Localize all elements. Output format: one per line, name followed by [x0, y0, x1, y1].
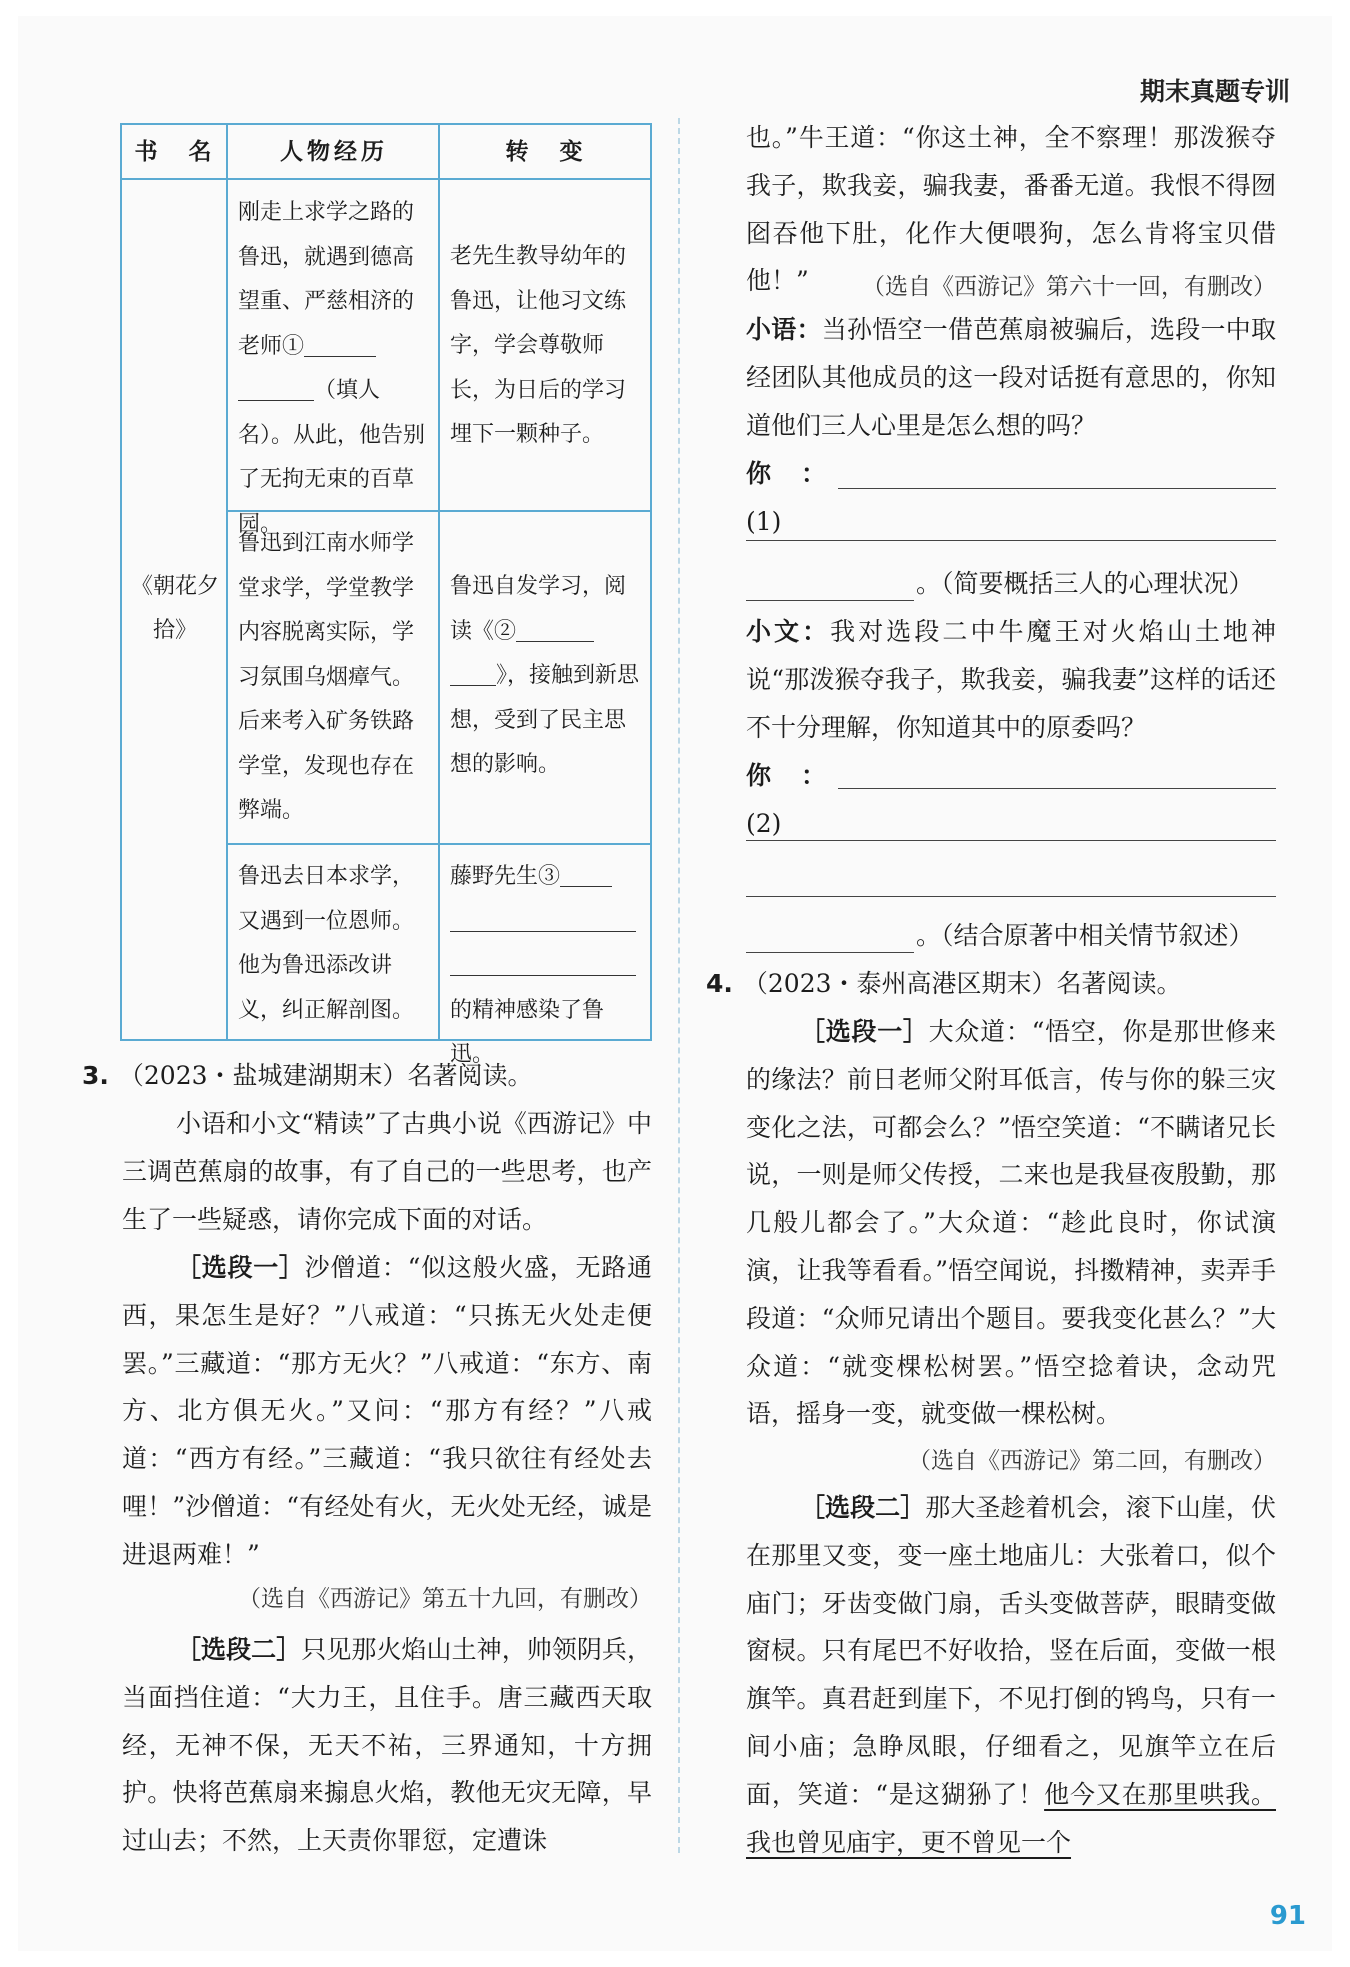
table-row2-experience: 鲁迅到江南水师学堂求学，学堂教学内容脱离实际，学习氛围乌烟瘴气。后来考入矿务铁路学堂，发现也存在弊端。: [238, 531, 415, 823]
table-row3-change: 藤野先生③ 的精神感染了鲁迅。: [450, 855, 642, 1078]
q3-selection-2-continued: 也。”牛王道：“你这土神，全不察理！那泼猴夺我子，欺我妾，骗我妻，番番无道。我恨不得囫囵吞他下肚，化作大便喂狗，怎么肯将宝贝借他！”: [746, 123, 1276, 296]
q4-selection-2-tag: ［选段二］: [800, 1493, 926, 1522]
q3-answer-1-hint: 。（简要概括三人的心理状况）: [916, 569, 1254, 598]
answer-line[interactable]: [746, 840, 1276, 841]
q3-heading: 3. （2023・盐城建湖期末）名著阅读。: [82, 1061, 533, 1090]
table-book-name: 《朝花夕拾》: [130, 574, 219, 643]
blank-answer-2b[interactable]: [450, 657, 496, 686]
table-header-change: 转 变: [505, 139, 587, 165]
q3-answer-2-hint: 。（结合原著中相关情节叙述）: [916, 921, 1254, 950]
q3-selection-2-tag: ［选段二］: [176, 1635, 302, 1664]
page-header-title: 期末真题专训: [1139, 77, 1290, 106]
q3-number: 3.: [82, 1061, 109, 1090]
q4-selection-1-source: （选自《西游记》第二回，有删改）: [908, 1448, 1276, 1474]
q4-selection-1-tag: ［选段一］: [800, 1017, 929, 1046]
q3-xiaowen: 小文：我对选段二中牛魔王对火焰山土地神说“那泼猴夺我子，欺我妾，骗我妻”这样的话还不十分理解，你知道其中的原委吗？: [746, 617, 1276, 742]
blank-answer-3c[interactable]: [450, 947, 636, 976]
q3-selection-2-part1: ［选段二］只见那火焰山土神，帅领阴兵，当面挡住道：“大力王，且住手。唐三藏西天取经，无神不保，无天不祐，三界通知，十方拥护。快将芭蕉扇来搧息火焰，教他无灾无障，早过山去；不然，上天责你罪愆，定遭诛: [122, 1635, 652, 1856]
q4-selection-2: ［选段二］那大圣趁着机会，滚下山崖，伏在那里又变，变一座土地庙儿：大张着口，似个庙门；牙齿变做门扇，舌头变做菩萨，眼睛变做窗棂。只有尾巴不好收拾，竖在后面，变做一根旗竿。真君赶到崖下，不见打倒的鸨鸟，只有一间小庙；急睁凤眼，仔细看之，见旗竿立在后面，笑道：“是这猢狲了！他今又在那里哄我。我也曾见庙宇，更不曾见一个: [746, 1493, 1276, 1857]
table-row1-experience: 刚走上求学之路的鲁迅，就遇到德高望重、严慈相济的老师① （填人名）。从此，他告别了无拘无束的百草园。: [238, 200, 426, 537]
blank-answer-3b[interactable]: [450, 903, 636, 932]
column-divider: [678, 118, 680, 1853]
q3-xiaoyu: 小语：当孙悟空一借芭蕉扇被骗后，选段一中取经团队其他成员的这一段对话挺有意思的，你知道他们三人心里是怎么想的吗？: [746, 315, 1276, 440]
q3-selection-2-source: （选自《西游记》第六十一回，有删改）: [862, 274, 1276, 300]
q4-underlined-sentence: 他今又在那里哄我。: [1044, 1779, 1276, 1809]
q3-answer-1-label: 你：(1): [746, 459, 826, 536]
q4-selection-1: ［选段一］大众道：“悟空，你是那世修来的缘法？前日老师父附耳低言，传与你的躲三灾变化之法，可都会么？”悟空笑道：“不瞒诸兄长说，一则是师父传授，二来也是我昼夜殷勤，那几般儿都会了。”大众道：“趁此良时，你试演演，让我等看看。”悟空闻说，抖擞精神，卖弄手段道：“众师兄请出个题目。要我变化甚么？”大众道：“就变棵松树罢。”悟空捻着诀，念动咒语，摇身一变，就变做一棵松树。: [746, 1017, 1276, 1429]
answer-line[interactable]: [746, 600, 914, 601]
answer-line[interactable]: [746, 952, 914, 953]
answer-line[interactable]: [838, 788, 1276, 789]
blank-answer-2a[interactable]: [516, 613, 594, 642]
table-header-experience: 人物经历: [280, 139, 388, 165]
table-header-book: 书 名: [134, 139, 216, 165]
table-hline: [226, 843, 650, 845]
answer-line[interactable]: [746, 896, 1276, 897]
q4-heading: 4. （2023・泰州高港区期末）名著阅读。: [706, 969, 1182, 998]
q4-number: 4.: [706, 969, 733, 998]
reading-table: [120, 123, 652, 1067]
speaker-xiaoyu: 小语：: [746, 315, 822, 344]
answer-line[interactable]: [838, 488, 1276, 489]
answer-line[interactable]: [746, 540, 1276, 541]
blank-answer-1a[interactable]: [304, 328, 376, 357]
table-row1-change: 老先生教导幼年的鲁迅，让他习文练字，学会尊敬师长，为日后的学习埋下一颗种子。: [450, 244, 627, 447]
blank-answer-1b[interactable]: [238, 372, 314, 401]
q3-intro: 小语和小文“精读”了古典小说《西游记》中三调芭蕉扇的故事，有了自己的一些思考，也产生了一些疑惑，请你完成下面的对话。: [122, 1109, 652, 1234]
blank-answer-3a[interactable]: [560, 858, 612, 887]
q3-selection-1-source: （选自《西游记》第五十九回，有删改）: [238, 1586, 652, 1612]
table-hline: [122, 178, 650, 180]
table-row3-experience: 鲁迅去日本求学，又遇到一位恩师。他为鲁迅添改讲义，纠正解剖图。: [238, 864, 415, 1023]
q3-answer-2-label: 你：(2): [746, 761, 826, 838]
page-number: 91: [1269, 1901, 1306, 1931]
q3-selection-1: ［选段一］沙僧道：“似这般火盛，无路通西，果怎生是好？”八戒道：“只拣无火处走便罢。”三藏道：“那方无火？”八戒道：“东方、南方、北方俱无火。”又问：“那方有经？”八戒道：“西方有经。”三藏道：“我只欲往有经处去哩！”沙僧道：“有经处有火，无火处无经，诚是进退两难！”: [122, 1253, 652, 1569]
q3-selection-1-tag: ［选段一］: [176, 1253, 305, 1282]
table-row2-change: 鲁迅自发学习，阅读《② 》，接触到新思想，受到了民主思想的影响。: [450, 574, 640, 777]
table-vline: [438, 125, 440, 1039]
speaker-xiaowen: 小文：: [746, 617, 831, 646]
